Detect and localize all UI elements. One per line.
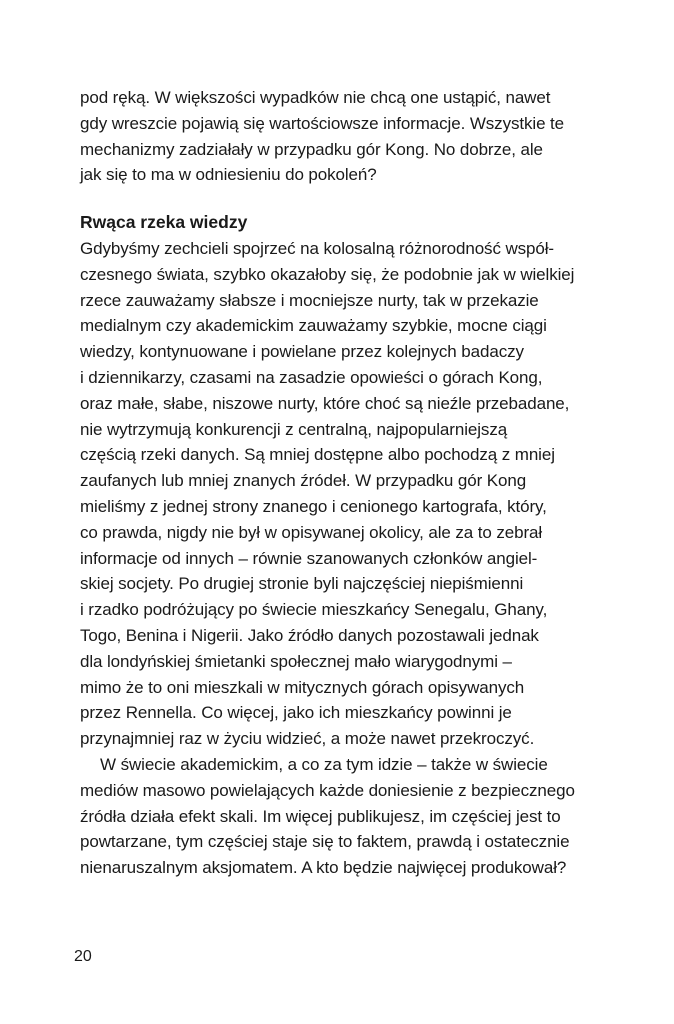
text-line: skiej socjety. Po drugiej stronie byli najczęściej niepiśmienni [80, 574, 524, 594]
text-line: powtarzane, tym częściej staje się to faktem, prawdą i ostatecznie [80, 832, 570, 852]
text-line: medialnym czy akademickim zauważamy szybkie, mocne ciągi [80, 316, 547, 336]
text-line: informacje od innych – równie szanowanych członków angiel- [80, 548, 538, 568]
section-heading: Rwąca rzeka wiedzy [80, 212, 248, 233]
text-line: Gdybyśmy zechcieli spojrzeć na kolosalną różnorodność współ- [80, 238, 554, 258]
text-line: co prawda, nigdy nie był w opisywanej okolicy, ale za to zebrał [80, 522, 543, 542]
text-line: jak się to ma w odniesieniu do pokoleń? [80, 165, 377, 185]
page-number: 20 [74, 948, 92, 965]
text-line: i rzadko podróżujący po świecie mieszkańcy Senegalu, Ghany, [80, 600, 548, 620]
text-line: mieliśmy z jednej strony znanego i cenionego kartografa, który, [80, 496, 547, 516]
text-line: nienaruszalnym aksjomatem. A kto będzie najwięcej produkował? [80, 858, 567, 878]
text-line: wiedzy, kontynuowane i powielane przez kolejnych badaczy [80, 342, 524, 362]
text-line: mechanizmy zadziałały w przypadku gór Kong. No dobrze, ale [80, 139, 543, 159]
text-line: gdy wreszcie pojawią się wartościowsze informacje. Wszystkie te [80, 113, 565, 133]
text-line: i dziennikarzy, czasami na zasadzie opowieści o górach Kong, [80, 367, 543, 387]
text-line: źródła działa efekt skali. Im więcej publikujesz, im częściej jest to [80, 806, 561, 826]
text-line: zaufanych lub mniej znanych źródeł. W przypadku gór Kong [80, 471, 527, 491]
paragraph-2 [80, 752, 600, 881]
text-line: W świecie akademickim, a co za tym idzie – także w świecie [100, 754, 548, 774]
book-page [80, 85, 600, 881]
text-line: Togo, Benina i Nigerii. Jako źródło danych pozostawali jednak [80, 625, 539, 645]
text-line: rzece zauważamy słabsze i mocniejsze nurty, tak w przekazie [80, 290, 539, 310]
text-line: mimo że to oni mieszkali w mitycznych górach opisywanych [80, 677, 525, 697]
text-line: nie wytrzymują konkurencji z centralną, najpopularniejszą [80, 419, 508, 439]
intro-paragraph [80, 85, 600, 188]
text-line: czesnego świata, szybko okazałoby się, że podobnie jak w wielkiej [80, 264, 575, 284]
text-line: przez Rennella. Co więcej, jako ich mieszkańcy powinni je [80, 703, 512, 723]
text-line: oraz małe, słabe, niszowe nurty, które choć są nieźle przebadane, [80, 393, 570, 413]
text-line: częścią rzeki danych. Są mniej dostępne albo pochodzą z mniej [80, 445, 555, 465]
text-line: mediów masowo powielających każde doniesienie z bezpiecznego [80, 780, 575, 800]
text-line: pod ręką. W większości wypadków nie chcą one ustąpić, nawet [80, 88, 551, 107]
text-line: przynajmniej raz w życiu widzieć, a może nawet przekroczyć. [80, 729, 535, 749]
text-line: dla londyńskiej śmietanki społecznej mało wiarygodnymi – [80, 651, 512, 671]
paragraph-1 [80, 236, 600, 752]
